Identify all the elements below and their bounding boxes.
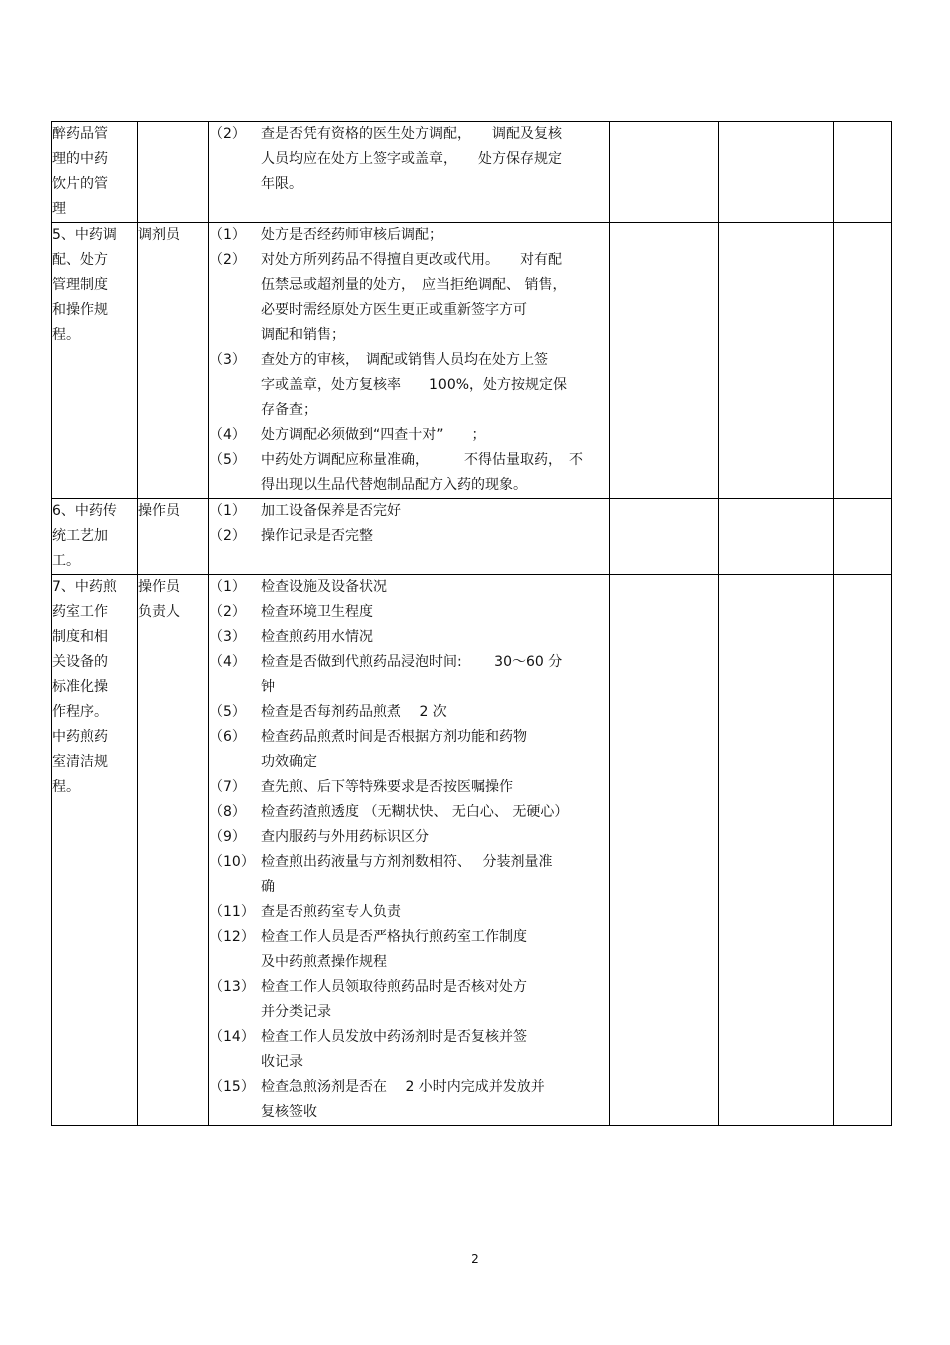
item-text-line: 查是否煎药室专人负责 (261, 904, 401, 920)
item-text-line: 检查煎出药液量与方剂剂数相符、 分装剂量准 (261, 854, 553, 870)
remark-cell (719, 499, 834, 575)
category-line: 室清洁规 (52, 754, 108, 770)
item-text-line: 查是否凭有资格的医生处方调配， 调配及复核 (261, 126, 562, 142)
score-cell (834, 223, 892, 499)
item-number: （11） (209, 904, 255, 920)
item-text (261, 800, 609, 825)
check-item (209, 975, 609, 1025)
table-row (52, 575, 892, 1126)
category-cell (52, 499, 138, 575)
item-text-line: 确 (261, 879, 275, 895)
check-item (209, 524, 609, 549)
category-line: 7、中药煎 (52, 579, 117, 595)
item-number: （4） (209, 654, 246, 670)
check-item (209, 650, 609, 700)
check-item (209, 448, 609, 498)
check-item (209, 1025, 609, 1075)
item-number: （5） (209, 452, 246, 468)
remark-cell (719, 122, 834, 223)
check-item (209, 122, 609, 197)
item-number: （14） (209, 1029, 255, 1045)
item-text (261, 650, 609, 700)
item-text-line: 操作记录是否完整 (261, 528, 373, 544)
role-cell (138, 122, 209, 223)
check-item (209, 800, 609, 825)
item-number: （13） (209, 979, 255, 995)
item-text (261, 122, 609, 197)
item-text (261, 850, 609, 900)
check-item (209, 725, 609, 775)
item-number: （9） (209, 829, 246, 845)
item-text-line: 检查是否每剂药品煎煮 2 次 (261, 704, 447, 720)
item-text-line: 查处方的审核， 调配或销售人员均在处方上签 (261, 352, 548, 368)
score-cell (834, 575, 892, 1126)
check-item (209, 900, 609, 925)
item-text (261, 1025, 609, 1075)
category-line: 药室工作 (52, 604, 108, 620)
item-text (261, 975, 609, 1025)
item-text-line: 检查工作人员是否严格执行煎药室工作制度 (261, 929, 527, 945)
item-text (261, 900, 609, 925)
check-item (209, 625, 609, 650)
remark-cell (719, 575, 834, 1126)
item-number: （2） (209, 126, 246, 142)
item-number: （2） (209, 252, 246, 268)
item-number: （1） (209, 227, 246, 243)
table-row (52, 122, 892, 223)
item-number: （1） (209, 579, 246, 595)
score-cell (834, 122, 892, 223)
item-text-line: 必要时需经原处方医生更正或重新签字方可 (261, 302, 527, 318)
check-items-cell (209, 122, 610, 223)
category-line: 饮片的管 (52, 176, 108, 192)
item-text (261, 825, 609, 850)
item-text (261, 499, 609, 524)
item-text (261, 448, 609, 498)
check-item (209, 575, 609, 600)
role-cell (138, 575, 209, 1126)
check-item (209, 775, 609, 800)
category-line: 统工艺加 (52, 528, 108, 544)
category-line: 关设备的 (52, 654, 108, 670)
role-line: 调剂员 (138, 227, 180, 243)
item-number: （4） (209, 427, 246, 443)
category-line: 5、中药调 (52, 227, 117, 243)
category-line: 理的中药 (52, 151, 108, 167)
item-text-line: 检查环境卫生程度 (261, 604, 373, 620)
item-text-line: 字或盖章，处方复核率 100%，处方按规定保 (261, 377, 568, 393)
result-cell (610, 223, 719, 499)
inspection-table (51, 121, 892, 1126)
item-text-line: 检查是否做到代煎药品浸泡时间: 30～60 分 (261, 654, 563, 670)
item-text-line: 及中药煎煮操作规程 (261, 954, 387, 970)
item-text (261, 423, 609, 448)
category-line: 工。 (52, 553, 80, 569)
item-text-line: 调配和销售； (261, 327, 345, 343)
item-number: （10） (209, 854, 255, 870)
category-cell (52, 575, 138, 1126)
item-number: （3） (209, 629, 246, 645)
role-line: 操作员 (138, 503, 180, 519)
item-text-line: 中药处方调配应称量准确， 不得估量取药， 不 (261, 452, 583, 468)
category-line: 理 (52, 201, 66, 217)
role-line: 负责人 (138, 604, 180, 620)
check-item (209, 248, 609, 348)
item-text (261, 925, 609, 975)
category-line: 程。 (52, 327, 80, 343)
item-text-line: 功效确定 (261, 754, 317, 770)
check-item (209, 850, 609, 900)
category-line: 配、处方 (52, 252, 108, 268)
result-cell (610, 122, 719, 223)
item-text-line: 查先煎、后下等特殊要求是否按医嘱操作 (261, 779, 513, 795)
item-number: （3） (209, 352, 246, 368)
item-text-line: 处方调配必须做到“四查十对” ； (261, 427, 486, 443)
item-number: （15） (209, 1079, 255, 1095)
item-number: （1） (209, 503, 246, 519)
item-text-line: 伍禁忌或超剂量的处方， 应当拒绝调配、 销售， (261, 277, 567, 293)
check-item (209, 423, 609, 448)
item-text (261, 348, 609, 423)
item-text (261, 248, 609, 348)
check-item (209, 825, 609, 850)
item-text-line: 收记录 (261, 1054, 303, 1070)
item-number: （8） (209, 804, 246, 820)
item-number: （5） (209, 704, 246, 720)
category-line: 和操作规 (52, 302, 108, 318)
item-text-line: 对处方所列药品不得擅自更改或代用。 对有配 (261, 252, 562, 268)
item-text (261, 700, 609, 725)
category-line: 作程序。 (52, 704, 108, 720)
item-text-line: 检查煎药用水情况 (261, 629, 373, 645)
check-item (209, 499, 609, 524)
check-items-cell (209, 223, 610, 499)
check-item (209, 223, 609, 248)
check-item (209, 925, 609, 975)
item-text-line: 处方是否经药师审核后调配； (261, 227, 443, 243)
check-item (209, 600, 609, 625)
remark-cell (719, 223, 834, 499)
item-text (261, 725, 609, 775)
item-text-line: 复核签收 (261, 1104, 317, 1120)
item-text-line: 查内服药与外用药标识区分 (261, 829, 429, 845)
item-text-line: 检查工作人员领取待煎药品时是否核对处方 (261, 979, 527, 995)
item-text-line: 并分类记录 (261, 1004, 331, 1020)
item-text (261, 775, 609, 800)
item-text-line: 检查药品煎煮时间是否根据方剂功能和药物 (261, 729, 527, 745)
item-number: （6） (209, 729, 246, 745)
item-text (261, 1075, 609, 1125)
category-line: 6、中药传 (52, 503, 117, 519)
table-row (52, 499, 892, 575)
role-line: 操作员 (138, 579, 180, 595)
item-text-line: 人员均应在处方上签字或盖章， 处方保存规定 (261, 151, 562, 167)
item-text (261, 625, 609, 650)
item-number: （2） (209, 604, 246, 620)
item-text-line: 存备查； (261, 402, 317, 418)
item-number: （12） (209, 929, 255, 945)
item-text-line: 检查设施及设备状况 (261, 579, 387, 595)
item-number: （7） (209, 779, 246, 795)
category-line: 中药煎药 (52, 729, 108, 745)
item-text (261, 524, 609, 549)
role-cell (138, 499, 209, 575)
check-item (209, 1075, 609, 1125)
result-cell (610, 499, 719, 575)
category-line: 制度和相 (52, 629, 108, 645)
item-text (261, 223, 609, 248)
check-items-cell (209, 575, 610, 1126)
item-text-line: 检查工作人员发放中药汤剂时是否复核并签 (261, 1029, 527, 1045)
item-text-line: 检查急煎汤剂是否在 2 小时内完成并发放并 (261, 1079, 545, 1095)
category-cell (52, 223, 138, 499)
category-line: 程。 (52, 779, 80, 795)
item-text-line: 检查药渣煎透度 （无糊状快、 无白心、 无硬心） (261, 804, 569, 820)
role-cell (138, 223, 209, 499)
category-line: 标准化操 (52, 679, 108, 695)
check-item (209, 348, 609, 423)
item-text (261, 600, 609, 625)
check-item (209, 700, 609, 725)
page-number: 2 (471, 1252, 479, 1266)
item-text-line: 得出现以生品代替炮制品配方入药的现象。 (261, 477, 527, 493)
category-cell (52, 122, 138, 223)
item-text-line: 钟 (261, 679, 275, 695)
category-line: 管理制度 (52, 277, 108, 293)
item-text-line: 年限。 (261, 176, 303, 192)
table-row (52, 223, 892, 499)
check-items-cell (209, 499, 610, 575)
score-cell (834, 499, 892, 575)
result-cell (610, 575, 719, 1126)
category-line: 醉药品管 (52, 126, 108, 142)
item-text-line: 加工设备保养是否完好 (261, 503, 401, 519)
item-text (261, 575, 609, 600)
item-number: （2） (209, 528, 246, 544)
